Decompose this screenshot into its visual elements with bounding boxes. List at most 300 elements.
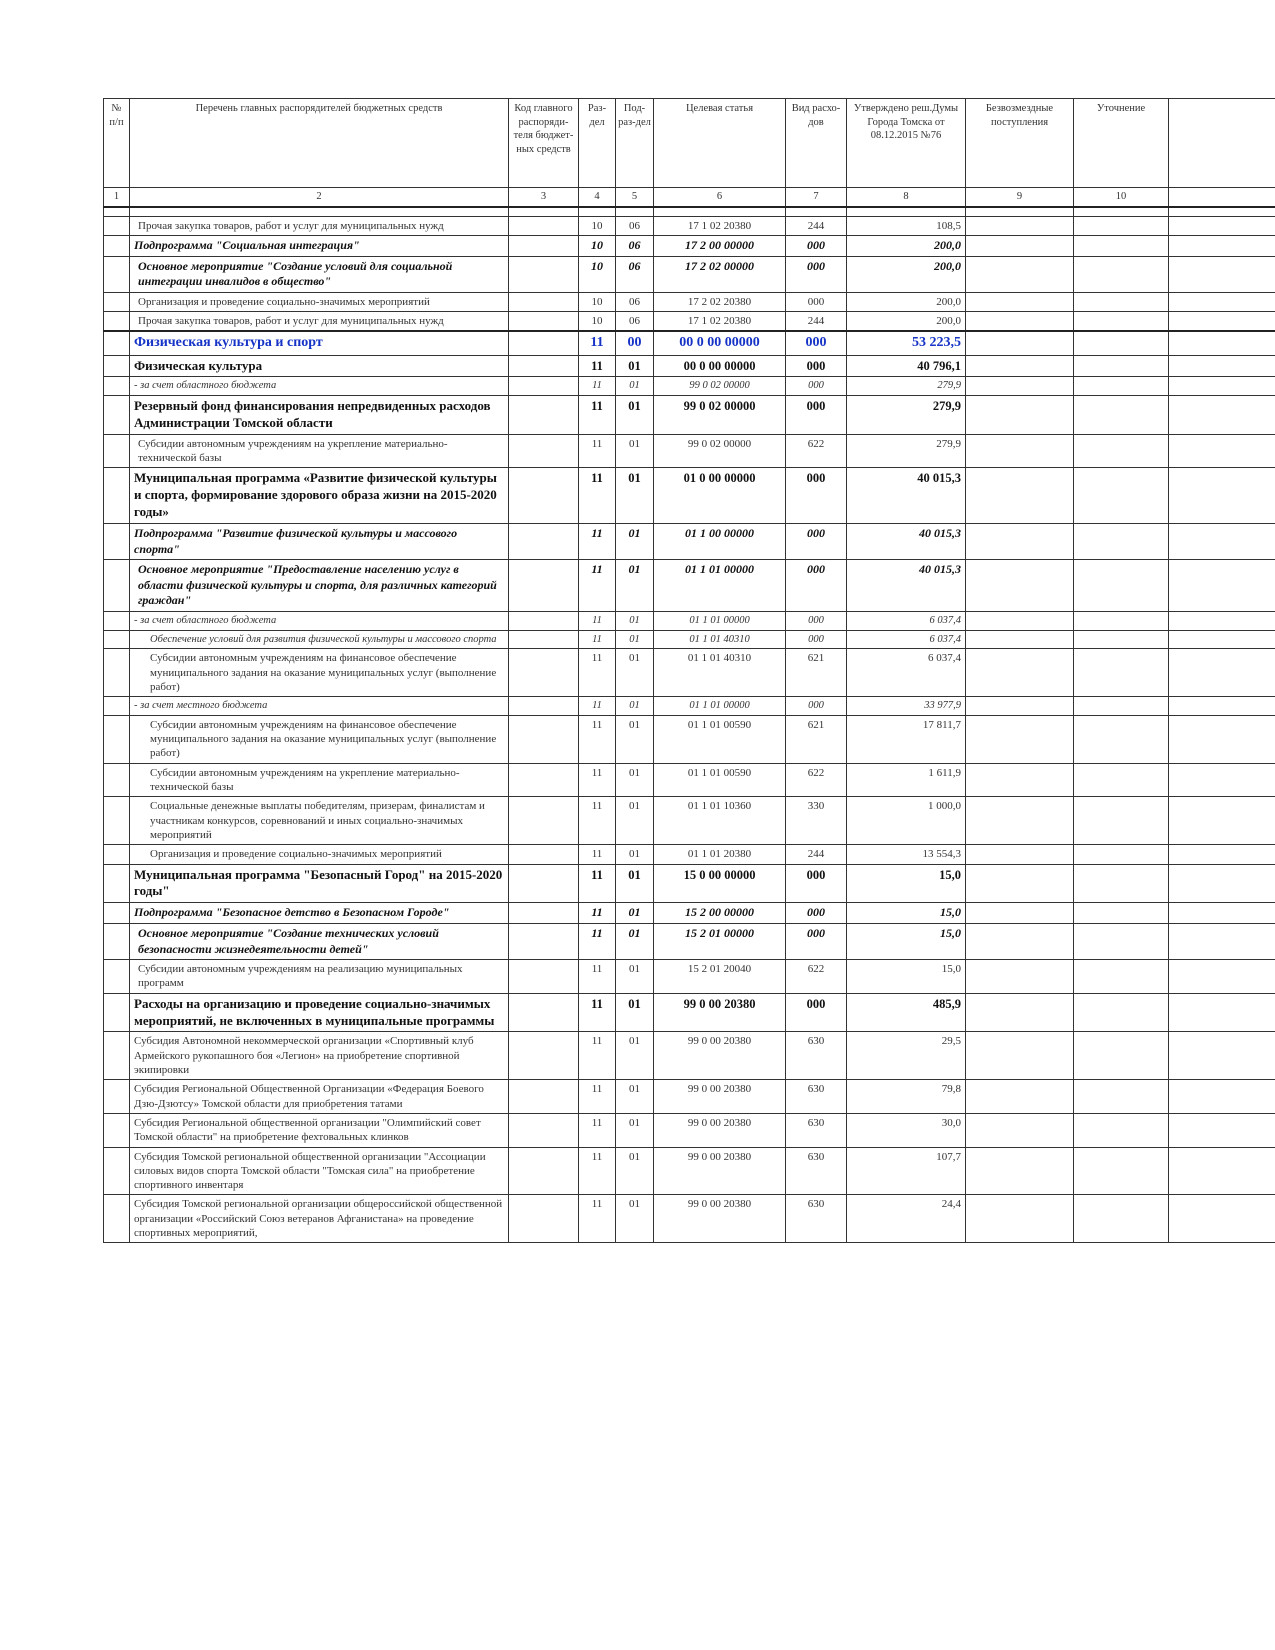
table-row [104, 256, 1275, 292]
cell-num [104, 216, 130, 235]
cell-target: 01 1 00 00000 [654, 524, 786, 560]
table-row [104, 468, 1275, 524]
table-row [104, 864, 1275, 903]
cell-free [966, 715, 1074, 763]
cell-extra [1169, 1147, 1275, 1195]
cell-target: 01 1 01 00590 [654, 715, 786, 763]
cell-approved: 1 000,0 [847, 797, 966, 845]
cell-podrazdel: 06 [616, 235, 654, 256]
cell-podrazdel: 01 [616, 1032, 654, 1080]
cell-clarify [1074, 396, 1169, 435]
cell-name: Субсидия Томской региональной организации общероссийской общественной организации «Российский Союз ветеранов Афганистана» на проведение спортивных мероприятий, [130, 1195, 509, 1243]
cell-free [966, 923, 1074, 959]
cell-target: 99 0 02 00000 [654, 434, 786, 468]
cell-razdel: 11 [579, 993, 616, 1032]
cell-vid: 000 [786, 560, 847, 612]
cell-approved: 1 611,9 [847, 763, 966, 797]
cell-extra [1169, 763, 1275, 797]
cell-approved: 279,9 [847, 434, 966, 468]
cell-target: 17 1 02 20380 [654, 216, 786, 235]
cell-extra [1169, 845, 1275, 864]
cell-num [104, 396, 130, 435]
cell-approved: 17 811,7 [847, 715, 966, 763]
cell-podrazdel: 01 [616, 763, 654, 797]
cell-extra [1169, 560, 1275, 612]
cell-razdel: 11 [579, 377, 616, 396]
cell-name: Муниципальная программа «Развитие физической культуры и спорта, формирование здорового образа жизни на 2015-2020 годы» [130, 468, 509, 524]
cell-free [966, 697, 1074, 716]
col-number: 2 [130, 188, 509, 207]
cell-razdel: 11 [579, 396, 616, 435]
cell-vid: 244 [786, 216, 847, 235]
cell-razdel: 10 [579, 216, 616, 235]
cell-razdel: 11 [579, 1195, 616, 1243]
cell-approved: 200,0 [847, 292, 966, 311]
cell-approved: 15,0 [847, 960, 966, 994]
cell-target: 01 1 01 00000 [654, 560, 786, 612]
header-row [104, 99, 1275, 188]
cell-vid: 630 [786, 1113, 847, 1147]
cell-razdel: 11 [579, 649, 616, 697]
cell-free [966, 312, 1074, 332]
cell-extra [1169, 1032, 1275, 1080]
cell-code [509, 864, 579, 903]
cell-target: 99 0 00 20380 [654, 993, 786, 1032]
cell-razdel: 11 [579, 1032, 616, 1080]
col-number: 6 [654, 188, 786, 207]
cell-approved: 200,0 [847, 312, 966, 332]
cell-target: 01 1 01 10360 [654, 797, 786, 845]
col-number: 7 [786, 188, 847, 207]
cell-code [509, 697, 579, 716]
cell-razdel: 11 [579, 331, 616, 355]
cell-num [104, 845, 130, 864]
table-row [104, 960, 1275, 994]
cell-razdel: 10 [579, 256, 616, 292]
table-body [104, 207, 1275, 1243]
cell-vid: 244 [786, 312, 847, 332]
cell-code [509, 256, 579, 292]
cell-clarify [1074, 1080, 1169, 1114]
cell-name: Субсидии автономным учреждениям на финансовое обеспечение муниципального задания на оказание муниципальных услуг (выполнение работ) [130, 715, 509, 763]
cell-code [509, 612, 579, 631]
cell-name: Прочая закупка товаров, работ и услуг для муниципальных нужд [130, 216, 509, 235]
cell-code [509, 1147, 579, 1195]
cell-razdel: 11 [579, 845, 616, 864]
table-row [104, 377, 1275, 396]
cell-razdel: 11 [579, 355, 616, 377]
cell-razdel: 11 [579, 1080, 616, 1114]
cell-code [509, 468, 579, 524]
cell-approved: 485,9 [847, 993, 966, 1032]
cell-podrazdel: 01 [616, 630, 654, 649]
cell-podrazdel: 01 [616, 1147, 654, 1195]
cell-target: 00 0 00 00000 [654, 355, 786, 377]
cell-approved: 279,9 [847, 396, 966, 435]
cell-vid: 000 [786, 864, 847, 903]
cell-extra [1169, 1195, 1275, 1243]
cell-code [509, 1080, 579, 1114]
cell-code [509, 903, 579, 924]
cell-vid: 000 [786, 993, 847, 1032]
cell-approved: 200,0 [847, 235, 966, 256]
cell-razdel: 10 [579, 235, 616, 256]
cell-vid: 000 [786, 235, 847, 256]
cell-free [966, 216, 1074, 235]
cell-razdel: 11 [579, 715, 616, 763]
table-row [104, 331, 1275, 355]
table-row [104, 434, 1275, 468]
cell-target: 99 0 00 20380 [654, 1080, 786, 1114]
cell-extra [1169, 377, 1275, 396]
cell-podrazdel: 01 [616, 396, 654, 435]
cell-num [104, 612, 130, 631]
cell-name: Организация и проведение социально-значимых мероприятий [130, 292, 509, 311]
cell-vid: 000 [786, 256, 847, 292]
header-podrazdel: Под-раз-дел [616, 99, 654, 188]
cell-approved: 6 037,4 [847, 649, 966, 697]
cell-extra [1169, 434, 1275, 468]
cell-num [104, 923, 130, 959]
cell-target: 01 1 01 40310 [654, 630, 786, 649]
cell-name: Субсидия Региональной Общественной Организации «Федерация Боевого Дзю-Дзютсу» Томской области для приобретения татами [130, 1080, 509, 1114]
cell-approved: 40 015,3 [847, 560, 966, 612]
cell-num [104, 1147, 130, 1195]
cell-vid: 621 [786, 715, 847, 763]
cell-name: - за счет областного бюджета [130, 612, 509, 631]
table-row [104, 355, 1275, 377]
cell-razdel: 11 [579, 468, 616, 524]
cell-clarify [1074, 797, 1169, 845]
cell-name: Субсидии автономным учреждениям на реализацию муниципальных программ [130, 960, 509, 994]
table-row [104, 216, 1275, 235]
cell-target: 17 2 02 00000 [654, 256, 786, 292]
table-row [104, 797, 1275, 845]
cell-code [509, 524, 579, 560]
cell-vid: 630 [786, 1147, 847, 1195]
cell-free [966, 524, 1074, 560]
cell-target: 15 2 00 00000 [654, 903, 786, 924]
cell-razdel: 11 [579, 960, 616, 994]
cell-clarify [1074, 560, 1169, 612]
cell-clarify [1074, 649, 1169, 697]
col-number: 8 [847, 188, 966, 207]
cell-vid: 000 [786, 377, 847, 396]
cell-name: Основное мероприятие "Предоставление населению услуг в области физической культуры и спорта, для различных категорий граждан" [130, 560, 509, 612]
cell-clarify [1074, 630, 1169, 649]
cell-approved: 15,0 [847, 923, 966, 959]
cell-razdel: 10 [579, 312, 616, 332]
cell-name: Обеспечение условий для развития физической культуры и массового спорта [130, 630, 509, 649]
cell-free [966, 256, 1074, 292]
cell-podrazdel: 01 [616, 468, 654, 524]
cell-free [966, 377, 1074, 396]
cell-free [966, 1113, 1074, 1147]
cell-clarify [1074, 845, 1169, 864]
cell-target: 01 1 01 40310 [654, 649, 786, 697]
cell-num [104, 292, 130, 311]
table-row [104, 396, 1275, 435]
cell-clarify [1074, 292, 1169, 311]
col-number: 4 [579, 188, 616, 207]
cell-approved: 279,9 [847, 377, 966, 396]
cell-extra [1169, 312, 1275, 332]
cell-vid: 244 [786, 845, 847, 864]
table-row [104, 715, 1275, 763]
cell-num [104, 468, 130, 524]
cell-target: 99 0 00 20380 [654, 1113, 786, 1147]
cell-clarify [1074, 763, 1169, 797]
cell-num [104, 797, 130, 845]
col-number: 5 [616, 188, 654, 207]
cell-razdel: 11 [579, 1113, 616, 1147]
cell-num [104, 256, 130, 292]
cell-approved: 29,5 [847, 1032, 966, 1080]
cell-podrazdel: 01 [616, 560, 654, 612]
cell-extra [1169, 216, 1275, 235]
cell-approved: 30,0 [847, 1113, 966, 1147]
cell-code [509, 960, 579, 994]
table-row [104, 649, 1275, 697]
cell-podrazdel: 01 [616, 1113, 654, 1147]
cell-vid: 000 [786, 903, 847, 924]
cell-approved: 79,8 [847, 1080, 966, 1114]
col-number: 1 [104, 188, 130, 207]
cell-vid: 000 [786, 612, 847, 631]
cell-clarify [1074, 1195, 1169, 1243]
cell-podrazdel: 01 [616, 797, 654, 845]
cell-code [509, 434, 579, 468]
cell-vid: 621 [786, 649, 847, 697]
cell-code [509, 649, 579, 697]
cell-code [509, 1195, 579, 1243]
cell-target: 99 0 00 20380 [654, 1032, 786, 1080]
col-number: 10 [1074, 188, 1169, 207]
cell-podrazdel: 01 [616, 715, 654, 763]
cell-target: 99 0 00 20380 [654, 1147, 786, 1195]
cell-target: 15 0 00 00000 [654, 864, 786, 903]
cell-num [104, 903, 130, 924]
table-row [104, 1032, 1275, 1080]
cell-extra [1169, 524, 1275, 560]
cell-code [509, 923, 579, 959]
cell-vid: 000 [786, 630, 847, 649]
header-vid: Вид расхо-дов [786, 99, 847, 188]
cell-vid: 622 [786, 434, 847, 468]
cell-num [104, 715, 130, 763]
cell-clarify [1074, 256, 1169, 292]
cell-podrazdel: 06 [616, 312, 654, 332]
cell-podrazdel: 01 [616, 355, 654, 377]
cell-target: 17 1 02 20380 [654, 312, 786, 332]
cell-podrazdel: 01 [616, 524, 654, 560]
table-row [104, 1080, 1275, 1114]
cell-clarify [1074, 468, 1169, 524]
cell-razdel: 11 [579, 524, 616, 560]
cell-num [104, 524, 130, 560]
table-row [104, 524, 1275, 560]
cell-num [104, 1032, 130, 1080]
cell-name: Муниципальная программа "Безопасный Город" на 2015-2020 годы" [130, 864, 509, 903]
cell-clarify [1074, 377, 1169, 396]
cell-clarify [1074, 1032, 1169, 1080]
cell-code [509, 312, 579, 332]
cell-num [104, 312, 130, 332]
table-row [104, 845, 1275, 864]
cell-free [966, 993, 1074, 1032]
cell-razdel: 11 [579, 1147, 616, 1195]
header-razdel: Раз-дел [579, 99, 616, 188]
cell-podrazdel: 01 [616, 903, 654, 924]
cell-target: 99 0 00 20380 [654, 1195, 786, 1243]
cell-razdel: 11 [579, 630, 616, 649]
cell-approved: 40 015,3 [847, 468, 966, 524]
cell-vid: 000 [786, 697, 847, 716]
cell-clarify [1074, 960, 1169, 994]
cell-podrazdel: 00 [616, 331, 654, 355]
cell-num [104, 697, 130, 716]
cell-vid: 000 [786, 524, 847, 560]
cell-razdel: 11 [579, 797, 616, 845]
cell-extra [1169, 630, 1275, 649]
cell-approved: 24,4 [847, 1195, 966, 1243]
cell-code [509, 292, 579, 311]
cell-extra [1169, 468, 1275, 524]
col-number-extra [1169, 188, 1275, 207]
cell-extra [1169, 649, 1275, 697]
cell-target: 01 1 01 00000 [654, 697, 786, 716]
cell-free [966, 797, 1074, 845]
cell-extra [1169, 715, 1275, 763]
cell-num [104, 235, 130, 256]
cell-num [104, 960, 130, 994]
cell-podrazdel: 06 [616, 256, 654, 292]
cell-approved: 53 223,5 [847, 331, 966, 355]
cell-code [509, 715, 579, 763]
cell-code [509, 235, 579, 256]
table-row [104, 697, 1275, 716]
cell-podrazdel: 01 [616, 697, 654, 716]
cell-extra [1169, 1080, 1275, 1114]
cell-clarify [1074, 331, 1169, 355]
cell-extra [1169, 903, 1275, 924]
cell-clarify [1074, 355, 1169, 377]
header-free: Безвозмездные поступления [966, 99, 1074, 188]
cell-free [966, 396, 1074, 435]
cell-target: 01 1 01 00590 [654, 763, 786, 797]
table-row [104, 763, 1275, 797]
cell-free [966, 864, 1074, 903]
cell-razdel: 11 [579, 560, 616, 612]
cell-num [104, 355, 130, 377]
col-number: 9 [966, 188, 1074, 207]
cell-extra [1169, 923, 1275, 959]
cell-podrazdel: 01 [616, 377, 654, 396]
cell-clarify [1074, 434, 1169, 468]
cell-vid: 000 [786, 292, 847, 311]
cell-extra [1169, 797, 1275, 845]
cell-name: Подпрограмма "Развитие физической культуры и массового спорта" [130, 524, 509, 560]
cell-num [104, 763, 130, 797]
cell-target: 01 0 00 00000 [654, 468, 786, 524]
cell-name: Субсидия Автономной некоммерческой организации «Спортивный клуб Армейского рукопашного боя «Легион» на приобретение спортивной экипировки [130, 1032, 509, 1080]
cell-free [966, 355, 1074, 377]
cell-name: Физическая культура [130, 355, 509, 377]
cell-approved: 107,7 [847, 1147, 966, 1195]
header-clarify: Уточнение [1074, 99, 1169, 188]
cell-code [509, 396, 579, 435]
cell-extra [1169, 292, 1275, 311]
cell-clarify [1074, 216, 1169, 235]
cell-num [104, 1113, 130, 1147]
cell-free [966, 630, 1074, 649]
cell-podrazdel: 06 [616, 216, 654, 235]
cell-name: Субсидии автономным учреждениям на укрепление материально-технической базы [130, 434, 509, 468]
cell-name: Резервный фонд финансирования непредвиденных расходов Администрации Томской области [130, 396, 509, 435]
header-approved: Утверждено реш.Думы Города Томска от 08.12.2015 №76 [847, 99, 966, 188]
cell-razdel: 11 [579, 697, 616, 716]
table-row [104, 923, 1275, 959]
header-name: Перечень главных распорядителей бюджетных средств [130, 99, 509, 188]
cell-extra [1169, 1113, 1275, 1147]
cell-target: 17 2 00 00000 [654, 235, 786, 256]
cell-name: Прочая закупка товаров, работ и услуг для муниципальных нужд [130, 312, 509, 332]
cell-target: 00 0 00 00000 [654, 331, 786, 355]
cell-code [509, 993, 579, 1032]
header-code: Код главного распоряди-теля бюджет-ных средств [509, 99, 579, 188]
cell-num [104, 434, 130, 468]
cell-free [966, 1080, 1074, 1114]
cell-num [104, 331, 130, 355]
cell-razdel: 11 [579, 612, 616, 631]
cell-code [509, 355, 579, 377]
cell-num [104, 993, 130, 1032]
cell-podrazdel: 01 [616, 612, 654, 631]
table-row [104, 1147, 1275, 1195]
cell-approved: 40 796,1 [847, 355, 966, 377]
cell-clarify [1074, 903, 1169, 924]
cell-podrazdel: 01 [616, 1195, 654, 1243]
cell-razdel: 11 [579, 923, 616, 959]
cell-podrazdel: 01 [616, 960, 654, 994]
cell-clarify [1074, 612, 1169, 631]
cell-free [966, 845, 1074, 864]
cell-name: Физическая культура и спорт [130, 331, 509, 355]
cell-vid: 630 [786, 1032, 847, 1080]
cell-extra [1169, 396, 1275, 435]
cell-code [509, 630, 579, 649]
cell-code [509, 845, 579, 864]
cell-vid: 000 [786, 331, 847, 355]
cell-name: Подпрограмма "Социальная интеграция" [130, 235, 509, 256]
cell-razdel: 11 [579, 903, 616, 924]
cell-code [509, 331, 579, 355]
cell-name: Организация и проведение социально-значимых мероприятий [130, 845, 509, 864]
cell-free [966, 434, 1074, 468]
cell-free [966, 1147, 1074, 1195]
cell-extra [1169, 331, 1275, 355]
cell-vid: 000 [786, 396, 847, 435]
cell-name: Основное мероприятие "Создание технических условий безопасности жизнедеятельности детей" [130, 923, 509, 959]
cell-podrazdel: 01 [616, 993, 654, 1032]
cell-clarify [1074, 1147, 1169, 1195]
cell-clarify [1074, 235, 1169, 256]
cell-podrazdel: 06 [616, 292, 654, 311]
cell-vid: 000 [786, 923, 847, 959]
cell-clarify [1074, 993, 1169, 1032]
cell-razdel: 11 [579, 763, 616, 797]
cell-free [966, 649, 1074, 697]
